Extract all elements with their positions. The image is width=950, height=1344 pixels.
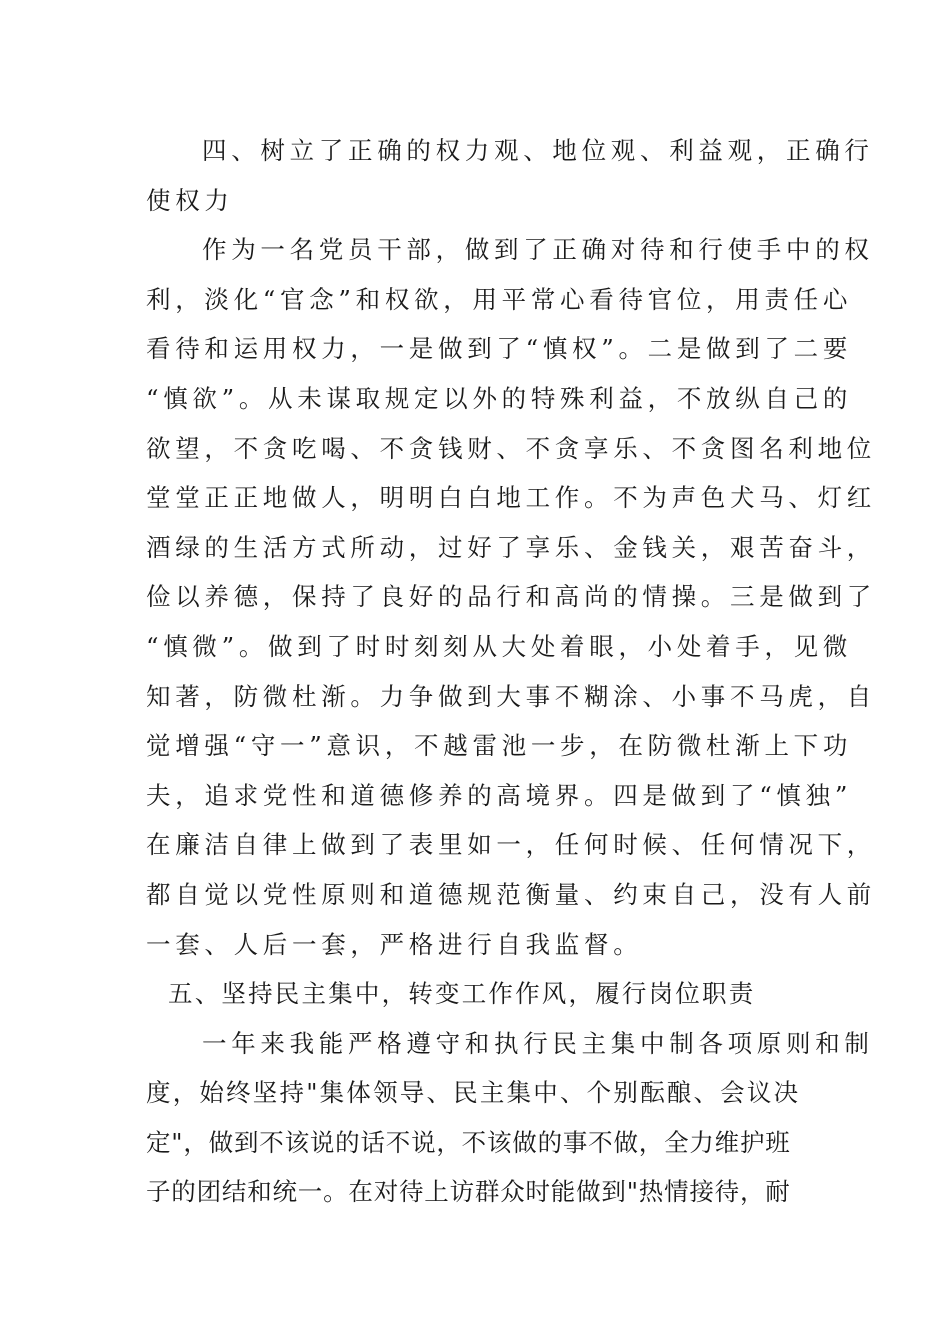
paragraph-line: 定"，做到不该说的话不说，不该做的事不做，全力维护班 [146,1127,791,1157]
paragraph-line: 酒绿的生活方式所动，过好了享乐、金钱关，艰苦奋斗， [146,532,876,562]
paragraph-line: 子的团结和统一。在对待上访群众时能做到"热情接待，耐 [146,1177,791,1207]
section-heading-5: 五、坚持民主集中，转变工作作风，履行岗位职责 [168,979,756,1009]
paragraph-line: 一套、人后一套，严格进行自我监督。 [146,929,643,959]
section-heading-4: 四、树立了正确的权力观、地位观、利益观，正确行 [202,136,874,165]
section-heading-4-continued: 使权力 [146,185,234,215]
document-body [146,126,876,1217]
paragraph-line: 夫，追求党性和道德修养的高境界。四是做到了“慎独” [146,780,853,810]
paragraph-line: 欲望，不贪吃喝、不贪钱财、不贪享乐、不贪图名利地位 [146,433,876,463]
paragraph-line: 一年来我能严格遵守和执行民主集中制各项原则和制 [202,1028,874,1058]
paragraph-line: “慎欲”。从未谋取规定以外的特殊利益，不放纵自己的 [146,383,853,413]
paragraph-line: 度，始终坚持"集体领导、民主集中、个别酝酿、会议决 [146,1078,801,1108]
paragraph-line: 都自觉以党性原则和道德规范衡量、约束自己，没有人前 [146,879,876,909]
paragraph-line: 看待和运用权力，一是做到了“慎权”。二是做到了二要 [146,334,853,364]
paragraph-line: 俭以养德，保持了良好的品行和高尚的情操。三是做到了 [146,582,876,612]
paragraph-line: “慎微”。做到了时时刻刻从大处着眼，小处着手，见微 [146,631,853,661]
paragraph-line: 在廉洁自律上做到了表里如一，任何时候、任何情况下， [146,830,876,860]
paragraph-line: 觉增强“守一”意识，不越雷池一步，在防微杜渐上下功 [146,731,853,761]
paragraph-line: 作为一名党员干部，做到了正确对待和行使手中的权 [202,235,874,265]
paragraph-line: 知著，防微杜渐。力争做到大事不糊涂、小事不马虎，自 [146,681,876,711]
paragraph-line: 堂堂正正地做人，明明白白地工作。不为声色犬马、灯红 [146,483,876,513]
paragraph-line: 利，淡化“官念”和权欲，用平常心看待官位，用责任心 [146,284,853,314]
